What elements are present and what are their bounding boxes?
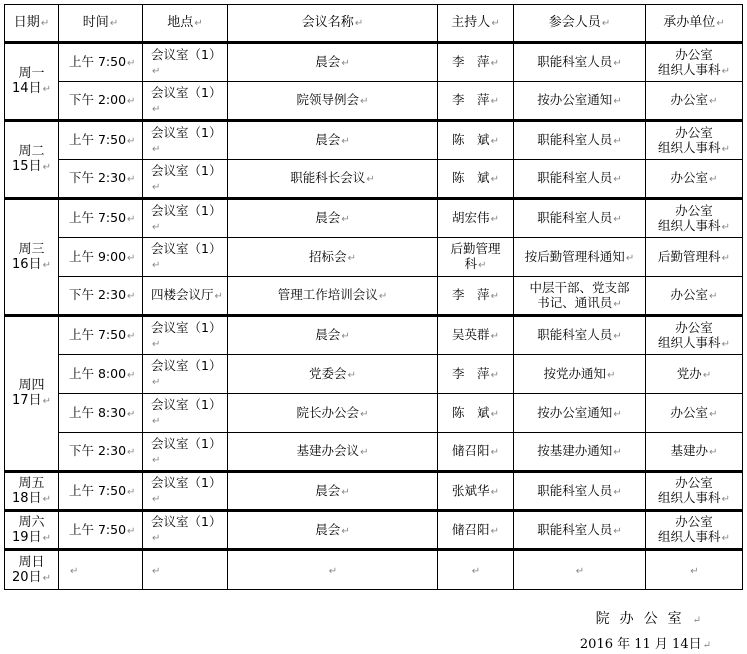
organizer-cell: 办公室↵ xyxy=(646,394,743,433)
header-attendees: 参会人员↵ xyxy=(514,5,646,43)
header-meeting-name: 会议名称↵ xyxy=(228,5,438,43)
place-cell: 会议室（1）↵ xyxy=(143,160,228,199)
attendees-cell: 按党办通知↵ xyxy=(514,355,646,394)
attendees-cell: 职能科室人员↵ xyxy=(514,316,646,355)
date-cell: 周六 19日↵ xyxy=(5,511,59,550)
table-row xyxy=(5,277,743,316)
meeting-name-cell: 晨会↵ xyxy=(228,472,438,511)
header-place: 地点↵ xyxy=(143,5,228,43)
organizer-cell: 党办↵ xyxy=(646,355,743,394)
footer-office: 院办公室↵ xyxy=(595,611,711,627)
host-cell: ↵ xyxy=(438,550,514,590)
host-cell: 李 萍↵ xyxy=(438,355,514,394)
time-cell: 下午 2:30↵ xyxy=(59,277,143,316)
attendees-cell: 职能科室人员↵ xyxy=(514,472,646,511)
table-row xyxy=(5,355,743,394)
organizer-cell: 办公室 组织人事科↵ xyxy=(646,199,743,238)
attendees-cell: ↵ xyxy=(514,550,646,590)
table-row xyxy=(5,511,743,550)
attendees-cell: 职能科室人员↵ xyxy=(514,43,646,82)
host-cell: 储召阳↵ xyxy=(438,511,514,550)
place-cell: 会议室（1）↵ xyxy=(143,511,228,550)
meeting-name-cell: 晨会↵ xyxy=(228,199,438,238)
date-cell: 周三 16日↵ xyxy=(5,199,59,316)
time-cell: 上午 8:30↵ xyxy=(59,394,143,433)
attendees-cell: 职能科室人员↵ xyxy=(514,199,646,238)
place-cell: 会议室（1）↵ xyxy=(143,121,228,160)
table-row xyxy=(5,121,743,160)
footer-date: 2016 年 11 月 14日↵ xyxy=(579,637,711,652)
attendees-cell: 中层干部、党支部 书记、通讯员↵ xyxy=(514,277,646,316)
table-row xyxy=(5,160,743,199)
time-cell: 上午 8:00↵ xyxy=(59,355,143,394)
host-cell: 张斌华↵ xyxy=(438,472,514,511)
organizer-cell: 办公室 组织人事科↵ xyxy=(646,511,743,550)
table-row xyxy=(5,433,743,472)
place-cell: 会议室（1）↵ xyxy=(143,316,228,355)
meeting-name-cell: 管理工作培训会议↵ xyxy=(228,277,438,316)
table-row xyxy=(5,550,743,590)
attendees-cell: 职能科室人员↵ xyxy=(514,511,646,550)
header-host: 主持人↵ xyxy=(438,5,514,43)
place-cell: 会议室（1）↵ xyxy=(143,355,228,394)
organizer-cell: 基建办↵ xyxy=(646,433,743,472)
table-row xyxy=(5,43,743,82)
time-cell: 下午 2:30↵ xyxy=(59,433,143,472)
host-cell: 陈 斌↵ xyxy=(438,394,514,433)
date-cell: 周二 15日↵ xyxy=(5,121,59,199)
organizer-cell: 后勤管理科↵ xyxy=(646,238,743,277)
time-cell: 上午 9:00↵ xyxy=(59,238,143,277)
meeting-name-cell: ↵ xyxy=(228,550,438,590)
attendees-cell: 职能科室人员↵ xyxy=(514,121,646,160)
host-cell: 后勤管理 科↵ xyxy=(438,238,514,277)
organizer-cell: 办公室↵ xyxy=(646,277,743,316)
meeting-name-cell: 晨会↵ xyxy=(228,43,438,82)
place-cell: 会议室（1）↵ xyxy=(143,472,228,511)
organizer-cell: 办公室 组织人事科↵ xyxy=(646,121,743,160)
time-cell: 下午 2:30↵ xyxy=(59,160,143,199)
organizer-cell: ↵ xyxy=(646,550,743,590)
attendees-cell: 按办公室通知↵ xyxy=(514,394,646,433)
date-cell: 周日 20日↵ xyxy=(5,550,59,590)
organizer-cell: 办公室 组织人事科↵ xyxy=(646,472,743,511)
meeting-name-cell: 基建办会议↵ xyxy=(228,433,438,472)
meeting-schedule-table xyxy=(4,4,743,590)
meeting-name-cell: 院长办公会↵ xyxy=(228,394,438,433)
meeting-name-cell: 院领导例会↵ xyxy=(228,82,438,121)
place-cell: 会议室（1）↵ xyxy=(143,43,228,82)
header-organizer: 承办单位↵ xyxy=(646,5,743,43)
place-cell: 会议室（1）↵ xyxy=(143,199,228,238)
meeting-name-cell: 晨会↵ xyxy=(228,316,438,355)
place-cell: 会议室（1）↵ xyxy=(143,238,228,277)
table-row xyxy=(5,316,743,355)
host-cell: 李 萍↵ xyxy=(438,277,514,316)
time-cell: 上午 7:50↵ xyxy=(59,511,143,550)
attendees-cell: 职能科室人员↵ xyxy=(514,160,646,199)
meeting-name-cell: 职能科长会议↵ xyxy=(228,160,438,199)
table-row xyxy=(5,199,743,238)
host-cell: 胡宏伟↵ xyxy=(438,199,514,238)
meeting-name-cell: 晨会↵ xyxy=(228,121,438,160)
header-date: 日期↵ xyxy=(5,5,59,43)
table-row xyxy=(5,238,743,277)
table-row xyxy=(5,472,743,511)
date-cell: 周五 18日↵ xyxy=(5,472,59,511)
host-cell: 陈 斌↵ xyxy=(438,160,514,199)
attendees-cell: 按后勤管理科通知↵ xyxy=(514,238,646,277)
time-cell: 上午 7:50↵ xyxy=(59,121,143,160)
organizer-cell: 办公室↵ xyxy=(646,160,743,199)
time-cell: 上午 7:50↵ xyxy=(59,43,143,82)
time-cell: ↵ xyxy=(59,550,143,590)
table-row xyxy=(5,394,743,433)
place-cell: 会议室（1）↵ xyxy=(143,433,228,472)
time-cell: 上午 7:50↵ xyxy=(59,316,143,355)
header-row xyxy=(5,5,743,43)
time-cell: 上午 7:50↵ xyxy=(59,472,143,511)
attendees-cell: 按办公室通知↵ xyxy=(514,82,646,121)
host-cell: 储召阳↵ xyxy=(438,433,514,472)
date-cell: 周一 14日↵ xyxy=(5,43,59,121)
date-cell: 周四 17日↵ xyxy=(5,316,59,472)
header-time: 时间↵ xyxy=(59,5,143,43)
meeting-name-cell: 招标会↵ xyxy=(228,238,438,277)
time-cell: 上午 7:50↵ xyxy=(59,199,143,238)
meeting-name-cell: 党委会↵ xyxy=(228,355,438,394)
time-cell: 下午 2:00↵ xyxy=(59,82,143,121)
table-row xyxy=(5,82,743,121)
organizer-cell: 办公室 组织人事科↵ xyxy=(646,43,743,82)
host-cell: 吴英群↵ xyxy=(438,316,514,355)
place-cell: ↵ xyxy=(143,550,228,590)
organizer-cell: 办公室↵ xyxy=(646,82,743,121)
place-cell: 四楼会议厅↵ xyxy=(143,277,228,316)
attendees-cell: 按基建办通知↵ xyxy=(514,433,646,472)
organizer-cell: 办公室 组织人事科↵ xyxy=(646,316,743,355)
place-cell: 会议室（1）↵ xyxy=(143,82,228,121)
host-cell: 李 萍↵ xyxy=(438,82,514,121)
meeting-name-cell: 晨会↵ xyxy=(228,511,438,550)
host-cell: 李 萍↵ xyxy=(438,43,514,82)
host-cell: 陈 斌↵ xyxy=(438,121,514,160)
place-cell: 会议室（1）↵ xyxy=(143,394,228,433)
